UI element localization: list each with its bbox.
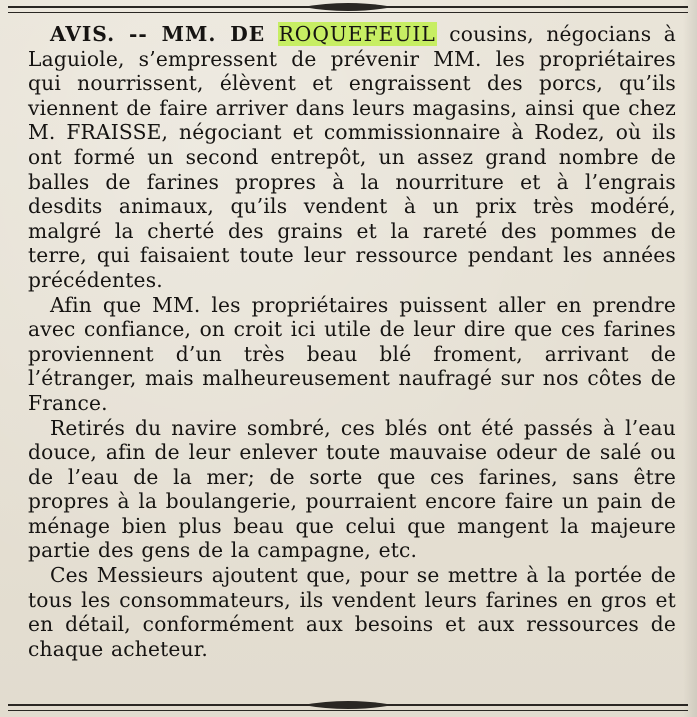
paragraph-1-text: cousins, négocians à Laguiole, s’empressent de prévenir MM. les propriétaires qui nourrissent, élèvent et engraissent des porcs, qu’ils viennent de faire arriver dans leurs magasins, ainsi que chez M. FRAISSE, négociant et commissionnaire à Rodez, où ils ont formé un second entrepôt, un assez grand nombre de balles de farines propres à la nourriture et à l’engrais desdits animaux, qu’ils vendent à un prix très modéré, malgré la cherté des grains et la rareté des pommes de terre, qui faisaient toute leur ressource pendant les années précédentes. bbox=[28, 22, 676, 292]
top-rule bbox=[8, 6, 688, 13]
paragraph-4: Ces Messieurs ajoutent que, pour se mettre à la portée de tous les consommateurs, ils vendent leurs farines en gros et en détail, conformément aux besoins et aux ressources de chaque acheteur. bbox=[28, 563, 676, 661]
highlighted-name: ROQUEFEUIL bbox=[278, 22, 436, 46]
paragraph-2: Afin que MM. les propriétaires puissent aller en prendre avec confiance, on croit ici utile de leur dire que ces farines proviennent d’un très beau blé froment, arrivant de l’étranger, mais malheureusement naufragé sur nos côtes de France. bbox=[28, 292, 676, 415]
avis-label: AVIS. -- MM. DE bbox=[50, 22, 266, 46]
advertisement-article bbox=[28, 22, 676, 661]
bottom-rule bbox=[8, 704, 688, 711]
page-edge-shadow bbox=[683, 0, 697, 717]
ornament-top bbox=[303, 2, 393, 12]
paragraph-1 bbox=[28, 22, 676, 293]
ornament-bottom bbox=[303, 700, 393, 710]
paragraph-3: Retirés du navire sombré, ces blés ont été passés à l’eau douce, afin de leur enlever toute mauvaise odeur de salé ou de l’eau de la mer; de sorte que ces farines, sans être propres à la boulangerie, pourraient encore faire un pain de ménage bien plus beau que celui que mangent la majeure partie des gens de la campagne, etc. bbox=[28, 415, 676, 563]
